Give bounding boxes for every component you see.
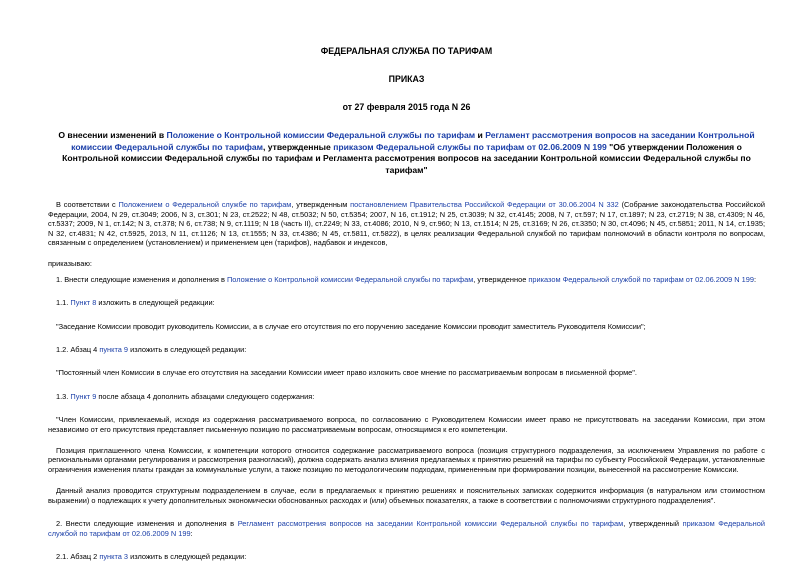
doc-date: от 27 февраля 2015 года N 26 [342, 102, 471, 112]
quote-1: "Заседание Комиссии проводит руководитель Комиссии, а в случае его отсутствия по его поручению заседание Комиссии проводит заместитель Руководителя Комиссии"; [56, 321, 646, 331]
p21-text: изложить в следующей редакции: [128, 551, 247, 561]
p11-link-punkt8[interactable]: Пункт 8 [70, 298, 97, 308]
quote-2: "Постоянный член Комиссии в случае его отсутствия на заседании Комиссии имеет право изложить свое мнение по рассматриваемым вопросам в письменной форме". [56, 368, 637, 378]
p1-text: : [753, 274, 757, 284]
p13-text: после абзаца 4 дополнить абзацами следующего содержания: [96, 391, 315, 401]
p1-link-polozhenie[interactable]: Положение о Контрольной комиссии Федеральной службы по тарифам [226, 274, 474, 284]
intro-text: В соответствии с [56, 200, 119, 210]
p1-link-prikaz[interactable]: приказом Федеральной службой по тарифам от 02.06.2009 N 199 [528, 274, 754, 284]
p2-text: : [190, 528, 193, 538]
p1-text: , утвержденное [473, 274, 529, 284]
p12-text: 1.2. Абзац 4 [56, 345, 100, 355]
p13-link-punkt9[interactable]: Пункт 9 [70, 391, 97, 401]
p2-link-prikaz[interactable]: приказом Федеральной службой по тарифам от 02.06.2009 N 199 [48, 519, 766, 538]
prikazyvayu: приказываю: [48, 259, 92, 269]
paragraph-2 [48, 519, 765, 538]
p2-text: , утвержденный [623, 519, 683, 529]
paragraph-1-2 [48, 345, 765, 354]
p12-link-punkt9[interactable]: пункта 9 [99, 345, 129, 355]
doc-type: ПРИКАЗ [388, 74, 425, 84]
p2-link-reglament[interactable]: Регламент рассмотрения вопросов на заседании Контрольной комиссии Федеральной службы по тарифам [237, 519, 624, 529]
title-text: , утвержденные [263, 141, 334, 152]
p21-link-punkt3[interactable]: пункта 3 [99, 551, 129, 561]
p11-text: 1.1. [56, 298, 71, 308]
paragraph-2-1 [48, 552, 765, 561]
title-text: и [475, 130, 486, 140]
title-link-prikaz[interactable]: приказом Федеральной службы по тарифам от 02.06.2009 N 199 [333, 141, 607, 152]
intro-link-postanovlenie[interactable]: постановлением Правительства Российской Федерации от 30.06.2004 N 332 [350, 200, 619, 210]
title-link-reglament[interactable]: Регламент рассмотрения вопросов на заседании Контрольной комиссии Федеральной службы по тарифам [71, 130, 755, 152]
paragraph-1-1 [48, 298, 765, 307]
paragraph-1-3 [48, 392, 765, 401]
title-text: "Об утверждении Положения о Контрольной комиссии Федеральной службы по тарифам и Регламента рассмотрения вопросов на заседании Контрольной комиссии Федеральной службы по тарифам" [62, 141, 751, 175]
p12-text: изложить в следующей редакции: [128, 345, 247, 355]
quote-3: "Член Комиссии, привлекаемый, исходя из содержания рассматриваемого вопроса, по согласованию с Руководителем Комиссии имеет право не присутствовать на заседании Комиссии, при этом независимо от его присутствия представляет письменную позицию по рассматриваемым вопросам, относящимся к его компетенции. [48, 415, 765, 434]
intro-text: , утвержденным [291, 200, 351, 210]
p11-text: изложить в следующей редакции: [96, 298, 215, 308]
p21-text: 2.1. Абзац 2 [56, 551, 100, 561]
intro-link-polozhenie[interactable]: Положением о Федеральной службе по тарифам [118, 200, 292, 210]
title-link-polozhenie[interactable]: Положение о Контрольной комиссии Федеральной службы по тарифам [166, 130, 476, 140]
p1-text: 1. Внести следующие изменения и дополнения в [56, 274, 227, 284]
p2-text: 2. Внести следующие изменения и дополнения в [56, 519, 238, 529]
title-text: О внесении изменений в [58, 130, 167, 140]
paragraph-1 [48, 275, 765, 284]
p13-text: 1.3. [56, 391, 71, 401]
org-name: ФЕДЕРАЛЬНАЯ СЛУЖБА ПО ТАРИФАМ [320, 46, 493, 56]
quote-5: Данный анализ проводится структурным подразделением в случае, если в предлагаемых к принятию решениях и пояснительных записках содержится информация (в натуральном или стоимостном выражении) о подлежащих к учету дополнительных экономически обоснованных расходах и (или) объемных показателях, а также в соответствии с полномочиями структурного подразделения". [48, 486, 765, 505]
intro-paragraph [48, 200, 765, 247]
intro-text: (Собрание законодательства Российской Федерации, 2004, N 29, ст.3049; 2006, N 3, ст.301; N 23, ст.2522; N 48, ст.5032; N 50, ст.5354; 2007, N 16, ст.1912; N 25, ст.3039; N 32, ст.4145; 2008, N 7, ст.597; N 17, ст.1897; N 23, ст.2719; N 38, ст.4309; N 46, ст.5337; 2009, N 1, ст.142; N 3, ст.378; N 6, ст.738; N 9, ст.1119; N 18 (часть II), ст.2249; N 33, ст.4086; 2010, N 9, ст.960; N 13, ст.1514; N 25, ст.3169; N 26, ст.3350; N 30, ст.4096; N 45, ст.5851; 2011, N 14, ст.1935; N 32, ст.4831; N 42, ст.5925, 2013, N 11, ст.1126; N 13, ст.1555; N 33, ст.4386; N 45, ст.5811, ст.5822), в целях реализации Федеральной службой по тарифам полномочий в области контроля по вопросам, связанным с определением (установлением) и применением цен (тарифов), надбавок и индексов, [48, 200, 766, 247]
quote-4: Позиция приглашенного члена Комиссии, к компетенции которого относится содержание рассматриваемого вопроса (позиция структурного подразделения, за исключением Управления по работе с региональными органами регулирования и рассмотрения разногласий), должна содержать анализ влияния предлагаемых к принятию решений на тарифы по субъекту Российской Федерации, установленные ограничения изменения платы граждан за коммунальные услуги, а также позицию по методологическим подходам, примененным при формировании позиции, вынесенной на рассмотрение Комиссии. [48, 446, 765, 474]
document-title [48, 130, 765, 176]
